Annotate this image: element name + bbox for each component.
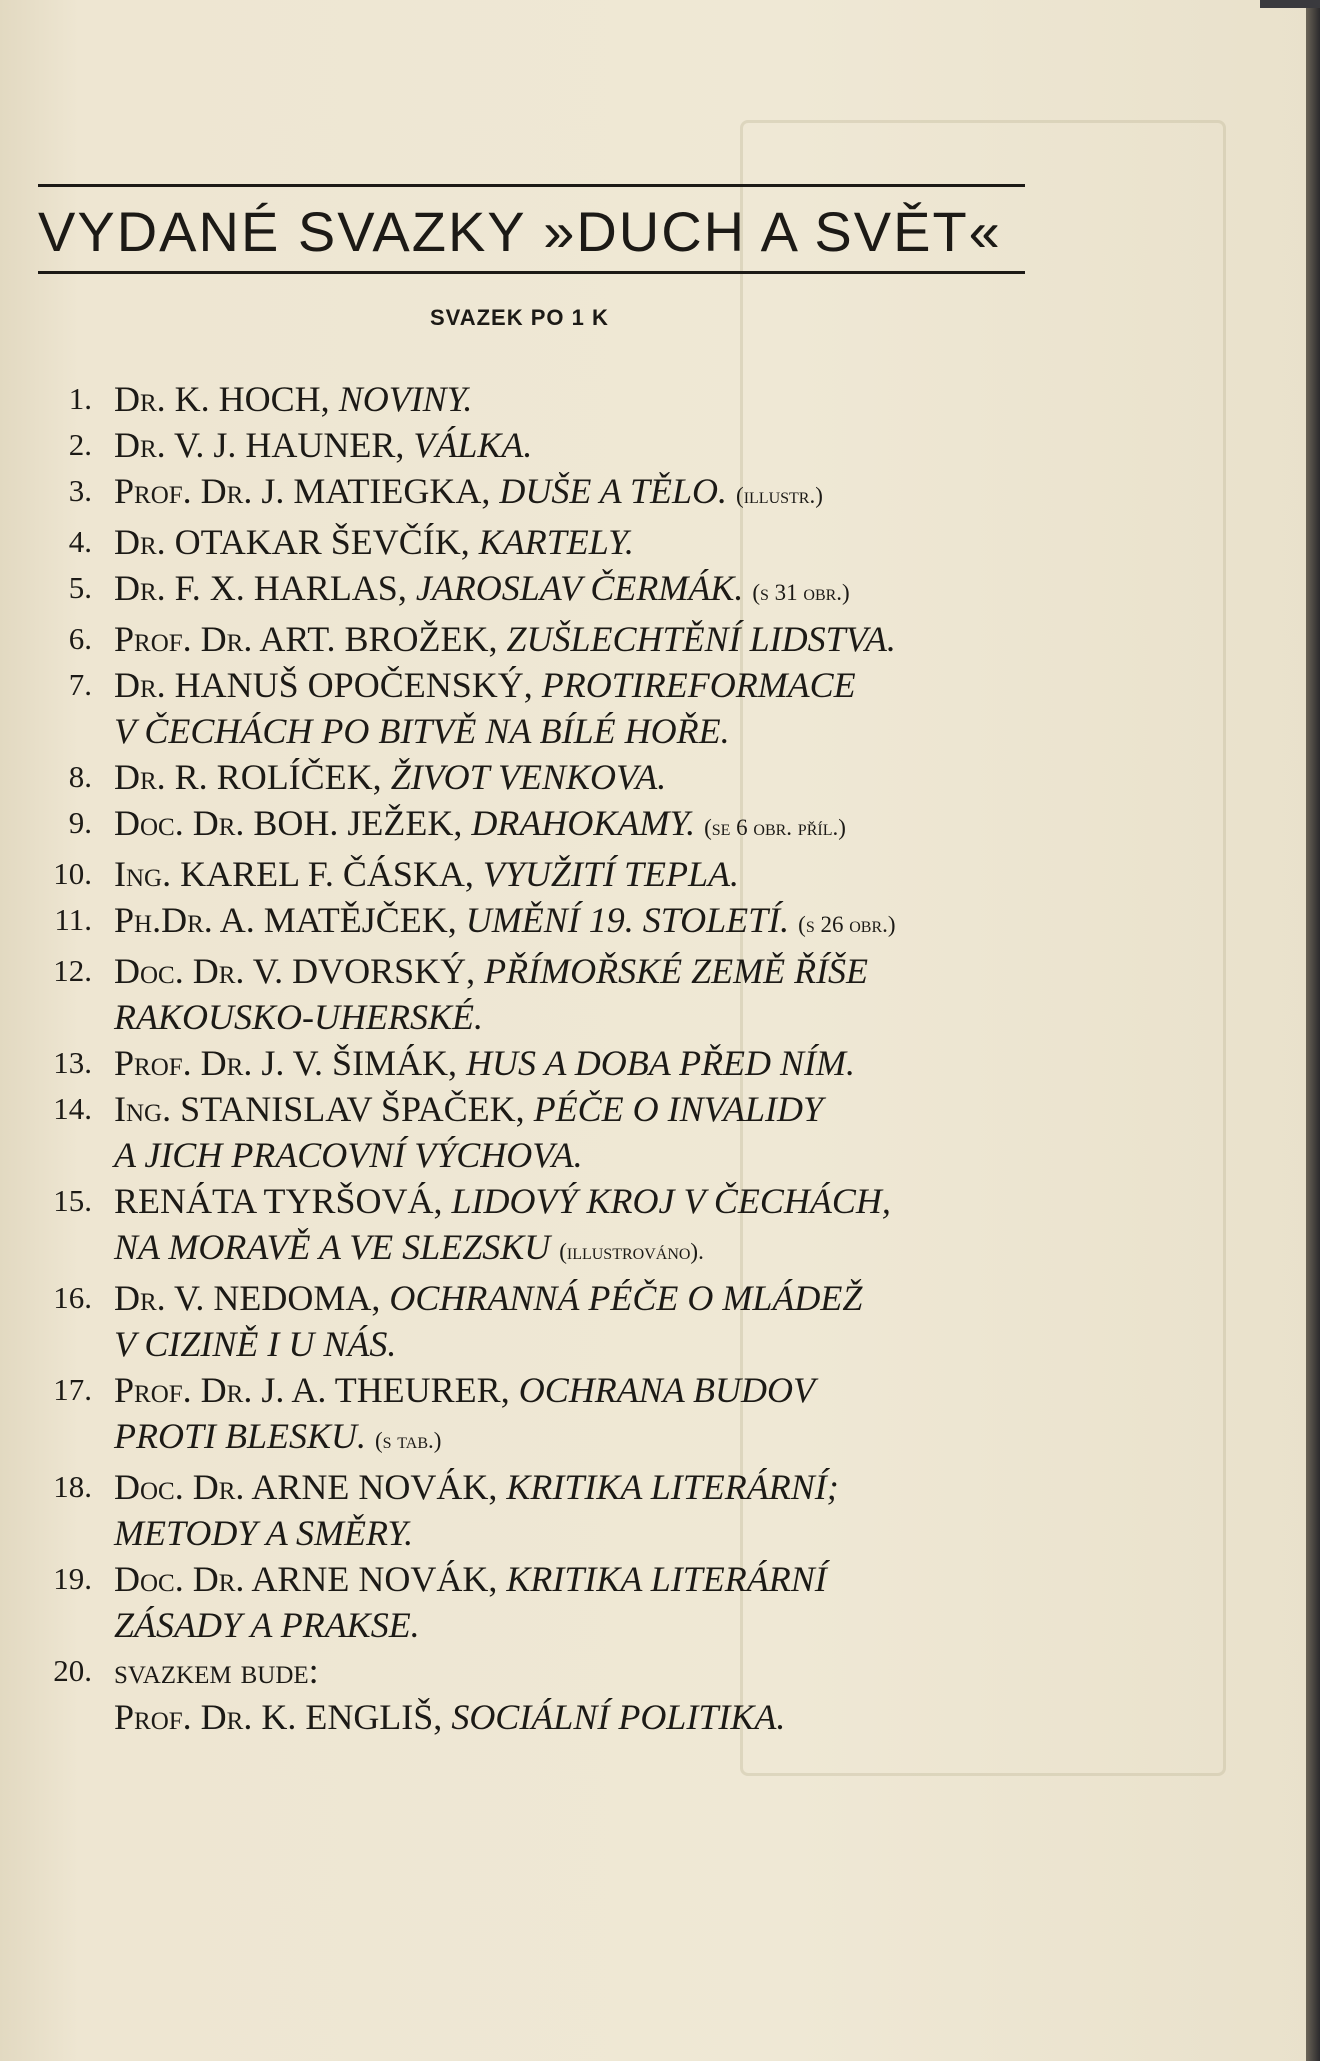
item-body (114, 565, 1034, 616)
item-author: svazkem bude: (114, 1651, 319, 1691)
item-body (114, 800, 1034, 851)
list-item (24, 800, 1034, 851)
item-title: KRITIKA LITERÁRNÍ (506, 1559, 827, 1599)
item-title: PÉČE O INVALIDY (533, 1089, 823, 1129)
item-continuation (114, 708, 1034, 754)
item-body (114, 1556, 1034, 1648)
item-number: 7. (68, 667, 92, 702)
item-number: 8. (68, 759, 92, 794)
item-title-continued: SOCIÁLNÍ POLITIKA. (451, 1697, 786, 1737)
item-continuation (114, 1602, 1034, 1648)
item-title-continued: V ČECHÁCH PO BITVĚ NA BÍLÉ HOŘE. (114, 711, 730, 751)
list-item (24, 754, 1034, 800)
item-note: (s 26 obr.) (798, 912, 896, 937)
item-note: (illustrováno). (559, 1239, 704, 1264)
item-title-continued: RAKOUSKO-UHERSKÉ. (114, 997, 483, 1037)
item-number: 2. (68, 427, 92, 462)
item-body (114, 1086, 1034, 1178)
item-body (114, 519, 1034, 565)
item-number: 20. (53, 1653, 92, 1688)
item-author: Dr. OTAKAR ŠEVČÍK, (114, 522, 470, 562)
item-number: 9. (68, 805, 92, 840)
item-number: 17. (53, 1372, 92, 1407)
item-title: LIDOVÝ KROJ V ČECHÁCH, (451, 1181, 891, 1221)
item-body (114, 1648, 1034, 1740)
page-edge (1306, 0, 1320, 2061)
list-item (24, 1086, 1034, 1178)
list-item (24, 1040, 1034, 1086)
item-continuation (114, 994, 1034, 1040)
item-title: KRITIKA LITERÁRNÍ; (506, 1467, 839, 1507)
item-body (114, 1367, 1034, 1464)
item-continuation (114, 1321, 1034, 1367)
item-author: Prof. Dr. K. ENGLIŠ, (114, 1697, 443, 1737)
item-title: DUŠE A TĚLO. (499, 471, 728, 511)
item-author: Dr. V. J. HAUNER, (114, 425, 405, 465)
item-title: OCHRANNÁ PÉČE O MLÁDEŽ (389, 1278, 863, 1318)
item-author: Doc. Dr. ARNE NOVÁK, (114, 1559, 498, 1599)
item-title: HUS A DOBA PŘED NÍM. (466, 1043, 856, 1083)
item-body (114, 468, 1034, 519)
item-title-continued: PROTI BLESKU. (114, 1416, 366, 1456)
item-author: Ing. STANISLAV ŠPAČEK, (114, 1089, 525, 1129)
item-author: Doc. Dr. V. DVORSKÝ, (114, 951, 476, 991)
item-body (114, 376, 1034, 422)
list-item (24, 1367, 1034, 1464)
item-title: VÁLKA. (413, 425, 533, 465)
list-item (24, 1648, 1034, 1740)
bottom-rule (38, 271, 1025, 274)
item-title-continued: ZÁSADY A PRAKSE. (114, 1605, 420, 1645)
item-continuation (114, 1413, 1034, 1464)
item-author: Prof. Dr. J. V. ŠIMÁK, (114, 1043, 458, 1083)
item-number: 18. (53, 1469, 92, 1504)
item-note: (se 6 obr. příl.) (704, 815, 846, 840)
item-author: Ph.Dr. A. MATĚJČEK, (114, 900, 457, 940)
item-number: 11. (54, 902, 92, 937)
item-number: 6. (68, 621, 92, 656)
item-note: (illustr.) (736, 483, 823, 508)
list-item (24, 1178, 1034, 1275)
item-number: 3. (68, 473, 92, 508)
item-author: RENÁTA TYRŠOVÁ, (114, 1181, 443, 1221)
item-title: JAROSLAV ČERMÁK. (415, 568, 744, 608)
item-body (114, 662, 1034, 754)
item-number: 19. (53, 1561, 92, 1596)
item-number: 5. (68, 570, 92, 605)
item-number: 13. (53, 1045, 92, 1080)
item-note: (s tab.) (375, 1428, 442, 1453)
item-title: VYUŽITÍ TEPLA. (482, 854, 739, 894)
item-number: 4. (68, 524, 92, 559)
item-title: NOVINY. (338, 379, 473, 419)
item-author: Dr. K. HOCH, (114, 379, 330, 419)
item-body (114, 1275, 1034, 1367)
item-title: PROTIREFORMACE (541, 665, 856, 705)
list-item (24, 1275, 1034, 1367)
item-title: PŘÍMOŘSKÉ ZEMĚ ŘÍŠE (484, 951, 869, 991)
item-body (114, 897, 1034, 948)
item-author: Ing. KAREL F. ČÁSKA, (114, 854, 474, 894)
item-title: ŽIVOT VENKOVA. (390, 757, 667, 797)
item-number: 1. (68, 381, 92, 416)
list-item (24, 519, 1034, 565)
item-author: Prof. Dr. ART. BROŽEK, (114, 619, 498, 659)
item-author: Dr. F. X. HARLAS, (114, 568, 407, 608)
item-number: 14. (53, 1091, 92, 1126)
item-continuation (114, 1694, 1034, 1740)
list-item (24, 565, 1034, 616)
item-title-continued: A JICH PRACOVNÍ VÝCHOVA. (114, 1135, 583, 1175)
item-author: Dr. HANUŠ OPOČENSKÝ, (114, 665, 533, 705)
page-title: VYDANÉ SVAZKY »DUCH A SVĚT« (38, 200, 1002, 263)
item-title: DRAHOKAMY. (471, 803, 696, 843)
item-author: Prof. Dr. J. A. THEURER, (114, 1370, 510, 1410)
item-number: 15. (53, 1183, 92, 1218)
item-body (114, 851, 1034, 897)
item-title: ZUŠLECHTĚNÍ LIDSTVA. (506, 619, 896, 659)
list-item (24, 422, 1034, 468)
item-number: 12. (53, 953, 92, 988)
list-item (24, 1556, 1034, 1648)
item-note: (s 31 obr.) (752, 580, 850, 605)
item-title: OCHRANA BUDOV (518, 1370, 816, 1410)
item-continuation (114, 1510, 1034, 1556)
item-author: Doc. Dr. ARNE NOVÁK, (114, 1467, 498, 1507)
list-item (24, 662, 1034, 754)
item-title: UMĚNÍ 19. STOLETÍ. (465, 900, 790, 940)
price-subtitle: SVAZEK PO 1 K (430, 305, 609, 330)
item-author: Dr. R. ROLÍČEK, (114, 757, 382, 797)
item-number: 10. (53, 856, 92, 891)
item-body (114, 1040, 1034, 1086)
list-item (24, 1464, 1034, 1556)
list-item (24, 897, 1034, 948)
item-title: KARTELY. (478, 522, 634, 562)
item-title-continued: NA MORAVĚ A VE SLEZSKU (114, 1227, 551, 1267)
list-item (24, 851, 1034, 897)
item-body (114, 616, 1034, 662)
list-item (24, 948, 1034, 1040)
list-item (24, 468, 1034, 519)
item-body (114, 948, 1034, 1040)
list-item (24, 616, 1034, 662)
item-number: 16. (53, 1280, 92, 1315)
list-item (24, 376, 1034, 422)
item-author: Dr. V. NEDOMA, (114, 1278, 381, 1318)
item-author: Prof. Dr. J. MATIEGKA, (114, 471, 491, 511)
item-title-continued: METODY A SMĚRY. (114, 1513, 414, 1553)
top-rule (38, 184, 1025, 187)
item-body (114, 1178, 1034, 1275)
item-continuation (114, 1132, 1034, 1178)
item-continuation (114, 1224, 1034, 1275)
item-title-continued: V CIZINĚ I U NÁS. (114, 1324, 397, 1364)
item-body (114, 422, 1034, 468)
page-corner (1260, 0, 1320, 8)
item-body (114, 754, 1034, 800)
volume-list (24, 376, 1034, 1740)
item-body (114, 1464, 1034, 1556)
item-author: Doc. Dr. BOH. JEŽEK, (114, 803, 463, 843)
